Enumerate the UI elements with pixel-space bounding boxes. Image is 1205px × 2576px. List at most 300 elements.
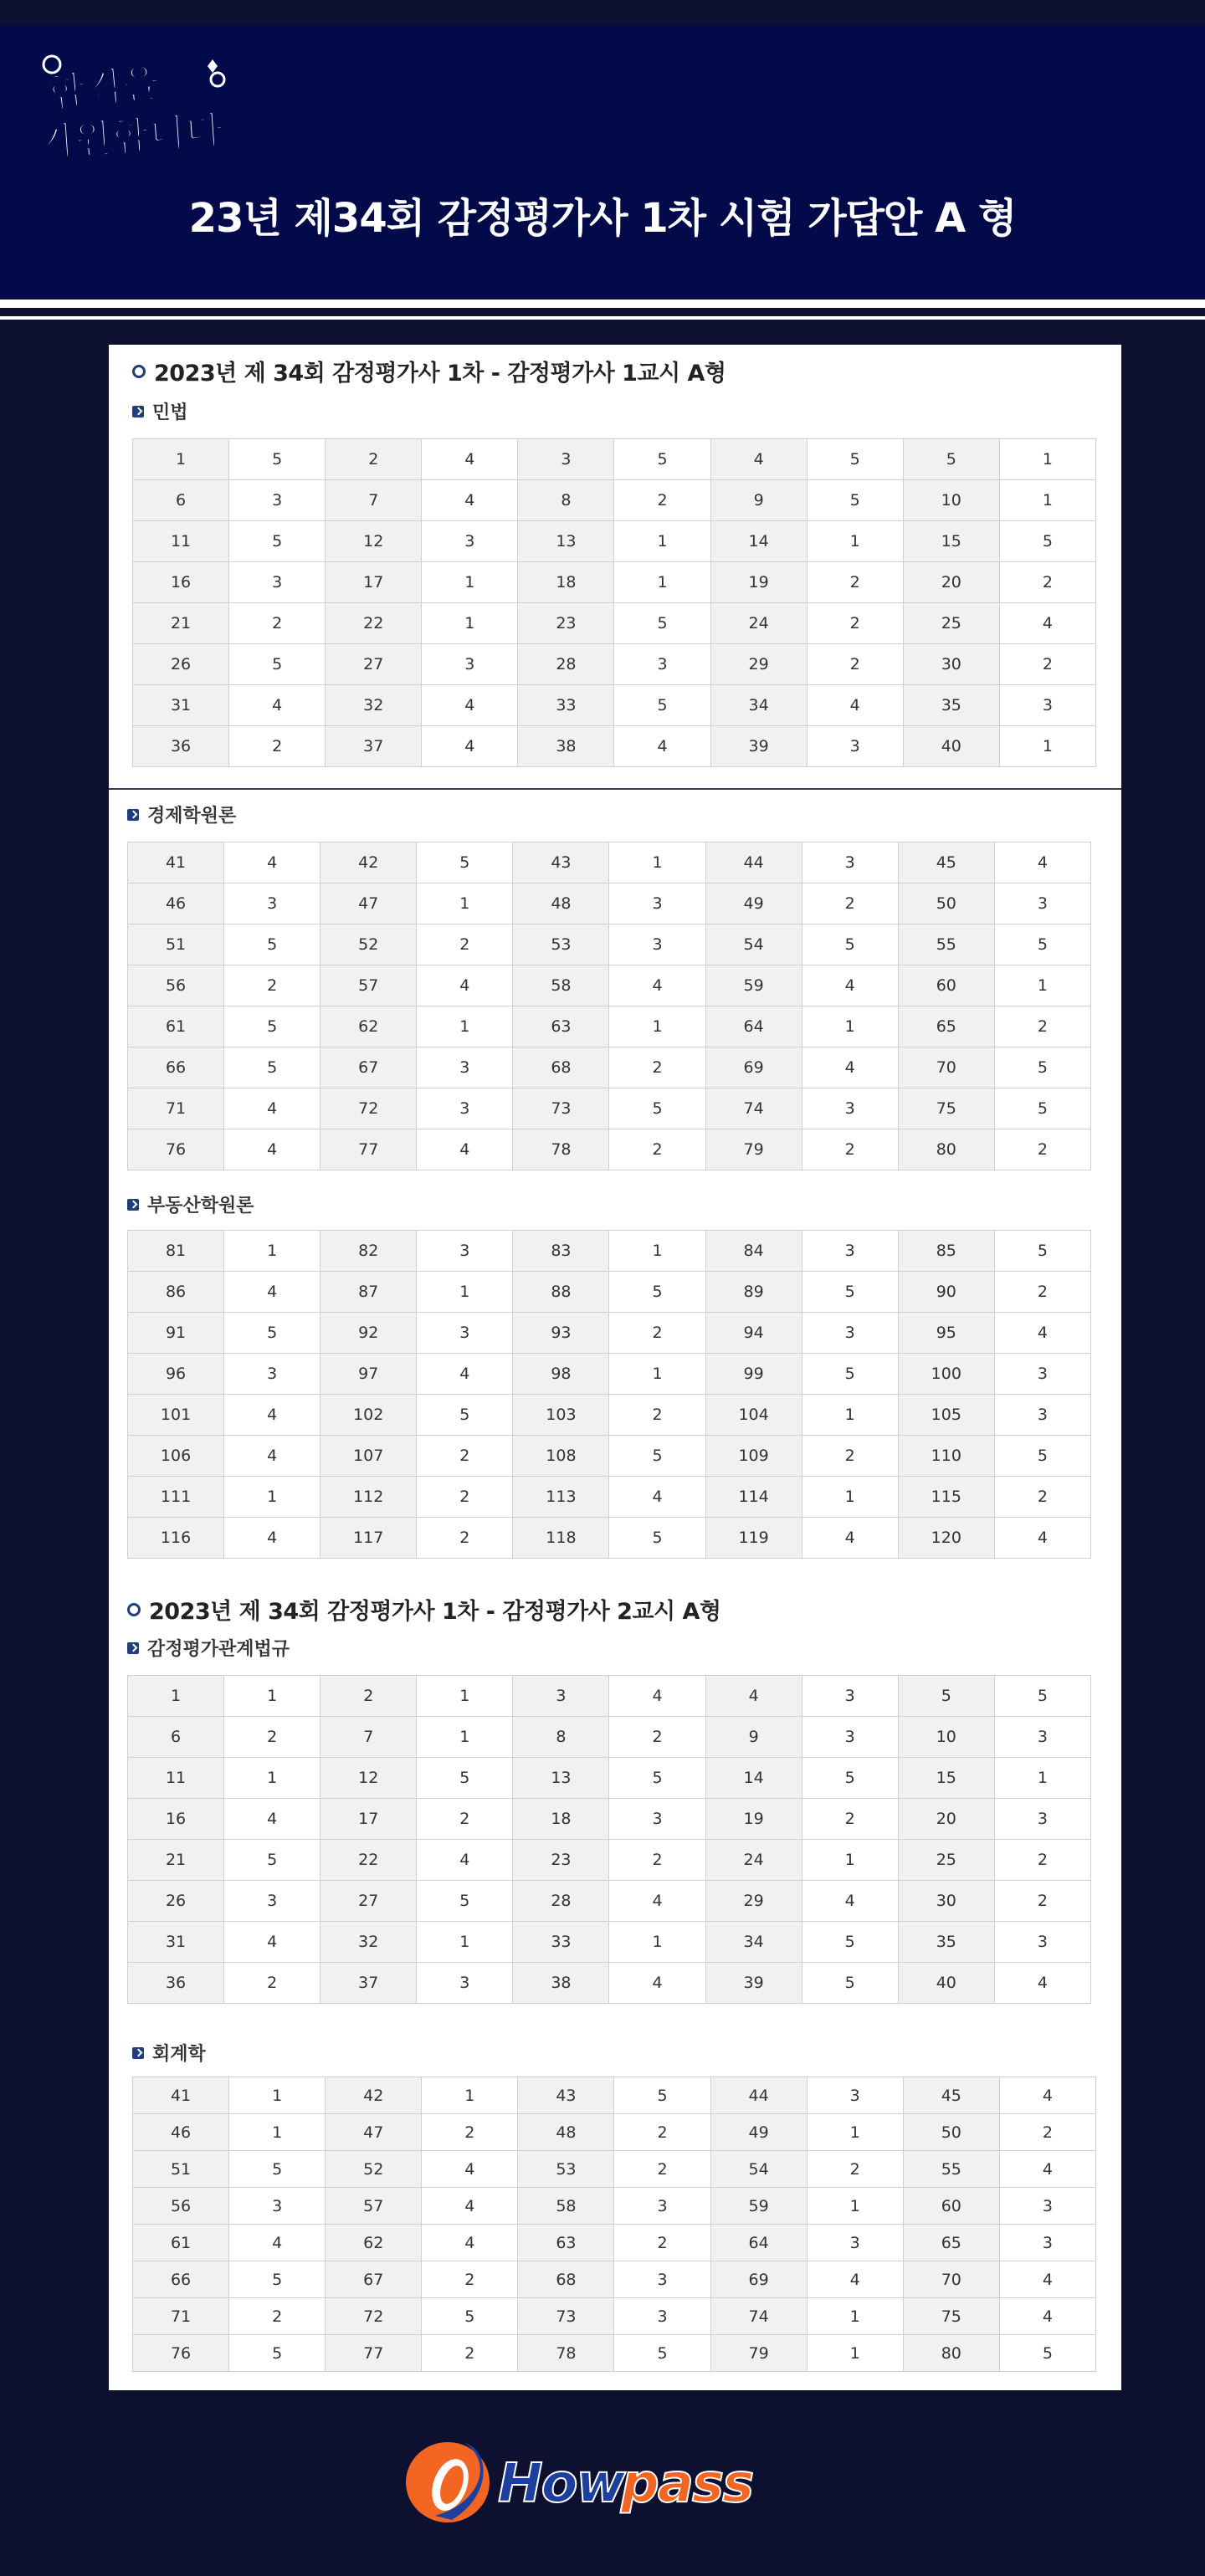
answer-value: 4 <box>609 1881 705 1922</box>
question-number: 34 <box>705 1922 802 1963</box>
answer-table-accounting <box>132 2077 1096 2372</box>
answer-row <box>133 2335 1096 2372</box>
answer-value: 4 <box>417 1129 513 1170</box>
answer-value: 5 <box>614 685 710 726</box>
question-number: 33 <box>513 1922 609 1963</box>
answer-value: 3 <box>807 2077 903 2114</box>
question-number: 98 <box>513 1354 609 1395</box>
answer-value: 4 <box>224 842 320 883</box>
question-number: 71 <box>128 1088 224 1129</box>
question-number: 36 <box>128 1963 224 2004</box>
answer-value: 5 <box>614 439 710 480</box>
answer-value: 4 <box>994 1518 1090 1559</box>
question-number: 78 <box>518 2335 614 2372</box>
answer-row <box>133 685 1096 726</box>
answer-value: 5 <box>994 1231 1090 1272</box>
answer-value: 5 <box>807 480 903 521</box>
answer-value: 4 <box>609 1676 705 1717</box>
question-number: 60 <box>898 965 994 1006</box>
answer-value: 4 <box>999 2298 1095 2335</box>
answer-row <box>128 1047 1091 1088</box>
answer-value: 2 <box>802 1799 898 1840</box>
answer-value: 5 <box>802 1963 898 2004</box>
answer-row <box>128 1129 1091 1170</box>
question-number: 31 <box>133 685 229 726</box>
question-number: 42 <box>320 842 417 883</box>
answer-row <box>128 1799 1091 1840</box>
question-number: 36 <box>133 726 229 767</box>
answer-value: 1 <box>999 439 1095 480</box>
answer-row <box>133 2077 1096 2114</box>
answer-value: 1 <box>802 1006 898 1047</box>
answer-value: 5 <box>609 1088 705 1129</box>
question-number: 48 <box>513 883 609 924</box>
answer-row <box>128 1477 1091 1518</box>
arrow-bullet-icon <box>127 809 139 821</box>
question-number: 9 <box>705 1717 802 1758</box>
answer-value: 5 <box>802 924 898 965</box>
answer-value: 2 <box>802 1436 898 1477</box>
answer-value: 3 <box>229 562 326 603</box>
answer-value: 5 <box>802 1354 898 1395</box>
answer-value: 4 <box>417 1840 513 1881</box>
question-number: 7 <box>320 1717 417 1758</box>
question-number: 35 <box>898 1922 994 1963</box>
answer-value: 4 <box>422 480 518 521</box>
question-number: 80 <box>903 2335 999 2372</box>
question-number: 15 <box>898 1758 994 1799</box>
answer-row <box>133 726 1096 767</box>
question-number: 102 <box>320 1395 417 1436</box>
congrats-logo <box>33 46 234 163</box>
answer-value: 3 <box>802 842 898 883</box>
answer-value: 1 <box>807 2114 903 2151</box>
question-number: 44 <box>705 842 802 883</box>
answer-value: 5 <box>224 1047 320 1088</box>
answer-value: 3 <box>802 1313 898 1354</box>
answer-value: 1 <box>417 883 513 924</box>
answer-value: 2 <box>807 644 903 685</box>
question-number: 27 <box>326 644 422 685</box>
question-number: 32 <box>320 1922 417 1963</box>
question-number: 51 <box>128 924 224 965</box>
answer-row <box>128 1676 1091 1717</box>
question-number: 9 <box>710 480 807 521</box>
answer-value: 5 <box>614 2077 710 2114</box>
question-number: 31 <box>128 1922 224 1963</box>
section-divider <box>109 788 1121 790</box>
question-number: 109 <box>705 1436 802 1477</box>
answer-row <box>128 1354 1091 1395</box>
question-number: 61 <box>133 2225 229 2261</box>
answer-value: 4 <box>224 1518 320 1559</box>
answer-value: 1 <box>417 1717 513 1758</box>
answer-value: 4 <box>224 1395 320 1436</box>
answer-value: 3 <box>999 2188 1095 2225</box>
question-number: 103 <box>513 1395 609 1436</box>
svg-text:pass: pass <box>621 2453 753 2515</box>
answer-row <box>128 842 1091 883</box>
answer-value: 2 <box>614 2114 710 2151</box>
question-number: 76 <box>133 2335 229 2372</box>
subject-title-economics: 경제학원론 <box>127 801 236 827</box>
answer-value: 3 <box>224 1354 320 1395</box>
answer-value: 3 <box>417 1047 513 1088</box>
question-number: 89 <box>705 1272 802 1313</box>
answer-value: 2 <box>417 1477 513 1518</box>
answer-row <box>128 883 1091 924</box>
answer-value: 5 <box>417 1395 513 1436</box>
answer-value: 1 <box>224 1231 320 1272</box>
question-number: 88 <box>513 1272 609 1313</box>
question-number: 75 <box>903 2298 999 2335</box>
answer-value: 2 <box>224 965 320 1006</box>
question-number: 19 <box>705 1799 802 1840</box>
answer-value: 3 <box>224 1881 320 1922</box>
answer-value: 5 <box>229 2151 326 2188</box>
question-number: 39 <box>705 1963 802 2004</box>
question-number: 66 <box>128 1047 224 1088</box>
answer-value: 5 <box>994 924 1090 965</box>
answer-value: 2 <box>609 1717 705 1758</box>
question-number: 74 <box>710 2298 807 2335</box>
answer-value: 5 <box>224 924 320 965</box>
question-number: 78 <box>513 1129 609 1170</box>
answer-row <box>128 1313 1091 1354</box>
answer-value: 3 <box>999 2225 1095 2261</box>
answer-value: 3 <box>229 2188 326 2225</box>
question-number: 8 <box>513 1717 609 1758</box>
circle-bullet-icon <box>127 1603 141 1616</box>
answer-value: 1 <box>807 2188 903 2225</box>
answer-value: 1 <box>614 562 710 603</box>
subject-title-accounting: 회계학 <box>132 2040 206 2066</box>
question-number: 34 <box>710 685 807 726</box>
question-number: 14 <box>710 521 807 562</box>
answer-value: 2 <box>609 1129 705 1170</box>
answer-row <box>133 644 1096 685</box>
question-number: 74 <box>705 1088 802 1129</box>
answer-value: 2 <box>422 2114 518 2151</box>
question-number: 22 <box>326 603 422 644</box>
answer-value: 3 <box>802 1676 898 1717</box>
answer-value: 2 <box>224 1717 320 1758</box>
question-number: 46 <box>133 2114 229 2151</box>
answer-row <box>133 2261 1096 2298</box>
question-number: 16 <box>133 562 229 603</box>
answer-value: 4 <box>609 1963 705 2004</box>
question-number: 65 <box>898 1006 994 1047</box>
answer-value: 1 <box>422 603 518 644</box>
answer-value: 2 <box>999 2114 1095 2151</box>
question-number: 40 <box>898 1963 994 2004</box>
question-number: 112 <box>320 1477 417 1518</box>
answer-value: 2 <box>807 562 903 603</box>
question-number: 67 <box>320 1047 417 1088</box>
question-number: 55 <box>903 2151 999 2188</box>
svg-text:기원합니다: 기원합니다 <box>35 107 224 163</box>
question-number: 47 <box>320 883 417 924</box>
answer-value: 5 <box>614 603 710 644</box>
answer-value: 1 <box>229 2114 326 2151</box>
header-divider <box>0 300 1205 308</box>
question-number: 70 <box>903 2261 999 2298</box>
answer-value: 2 <box>999 644 1095 685</box>
question-number: 104 <box>705 1395 802 1436</box>
answer-value: 1 <box>609 1922 705 1963</box>
question-number: 83 <box>513 1231 609 1272</box>
answer-value: 4 <box>802 1881 898 1922</box>
svg-text:합격을: 합격을 <box>45 59 162 116</box>
answer-value: 3 <box>999 685 1095 726</box>
question-number: 24 <box>710 603 807 644</box>
answer-value: 2 <box>614 480 710 521</box>
answer-row <box>128 1518 1091 1559</box>
answer-value: 3 <box>614 2298 710 2335</box>
question-number: 63 <box>513 1006 609 1047</box>
question-number: 43 <box>518 2077 614 2114</box>
question-number: 33 <box>518 685 614 726</box>
answer-table-economics <box>127 842 1091 1170</box>
answer-value: 5 <box>229 521 326 562</box>
answer-value: 5 <box>224 1006 320 1047</box>
question-number: 81 <box>128 1231 224 1272</box>
question-number: 55 <box>898 924 994 965</box>
answer-value: 1 <box>224 1477 320 1518</box>
answer-value: 4 <box>422 685 518 726</box>
question-number: 24 <box>705 1840 802 1881</box>
answer-value: 1 <box>614 521 710 562</box>
question-number: 18 <box>518 562 614 603</box>
question-number: 73 <box>518 2298 614 2335</box>
question-number: 39 <box>710 726 807 767</box>
answer-row <box>133 521 1096 562</box>
answer-value: 4 <box>807 685 903 726</box>
question-number: 66 <box>133 2261 229 2298</box>
subject-title-civil-law: 민법 <box>132 398 188 424</box>
answer-value: 4 <box>224 1088 320 1129</box>
question-number: 114 <box>705 1477 802 1518</box>
question-number: 111 <box>128 1477 224 1518</box>
question-number: 62 <box>326 2225 422 2261</box>
answer-value: 1 <box>417 1006 513 1047</box>
answer-value: 1 <box>609 1006 705 1047</box>
question-number: 1 <box>128 1676 224 1717</box>
question-number: 30 <box>898 1881 994 1922</box>
answer-value: 3 <box>614 644 710 685</box>
answer-value: 3 <box>614 2188 710 2225</box>
answer-table-civil-law <box>132 438 1096 767</box>
question-number: 37 <box>326 726 422 767</box>
answer-value: 4 <box>422 2151 518 2188</box>
question-number: 17 <box>326 562 422 603</box>
question-number: 47 <box>326 2114 422 2151</box>
question-number: 110 <box>898 1436 994 1477</box>
answer-value: 3 <box>994 1395 1090 1436</box>
answer-value: 5 <box>994 1047 1090 1088</box>
question-number: 56 <box>128 965 224 1006</box>
answer-value: 4 <box>422 726 518 767</box>
question-number: 72 <box>326 2298 422 2335</box>
question-number: 28 <box>513 1881 609 1922</box>
question-number: 44 <box>710 2077 807 2114</box>
arrow-bullet-icon <box>132 2047 144 2059</box>
question-number: 52 <box>326 2151 422 2188</box>
answer-value: 5 <box>229 439 326 480</box>
question-number: 17 <box>320 1799 417 1840</box>
answer-value: 3 <box>229 480 326 521</box>
answer-row <box>128 1272 1091 1313</box>
answer-value: 5 <box>229 2261 326 2298</box>
question-number: 70 <box>898 1047 994 1088</box>
question-number: 26 <box>133 644 229 685</box>
question-number: 79 <box>710 2335 807 2372</box>
question-number: 50 <box>903 2114 999 2151</box>
answer-row <box>133 603 1096 644</box>
question-number: 48 <box>518 2114 614 2151</box>
question-number: 80 <box>898 1129 994 1170</box>
answer-value: 1 <box>609 1231 705 1272</box>
question-number: 28 <box>518 644 614 685</box>
answer-value: 3 <box>807 726 903 767</box>
question-number: 54 <box>710 2151 807 2188</box>
answer-value: 4 <box>994 1963 1090 2004</box>
answer-value: 5 <box>802 1758 898 1799</box>
answer-row <box>133 439 1096 480</box>
question-number: 6 <box>133 480 229 521</box>
question-number: 12 <box>320 1758 417 1799</box>
answer-value: 2 <box>614 2225 710 2261</box>
question-number: 38 <box>518 726 614 767</box>
answer-value: 2 <box>802 883 898 924</box>
question-number: 71 <box>133 2298 229 2335</box>
answer-value: 4 <box>224 1922 320 1963</box>
answer-value: 2 <box>807 2151 903 2188</box>
answer-value: 5 <box>802 1272 898 1313</box>
answer-row <box>128 1006 1091 1047</box>
question-number: 10 <box>898 1717 994 1758</box>
question-number: 82 <box>320 1231 417 1272</box>
answer-row <box>128 1881 1091 1922</box>
answer-value: 3 <box>422 644 518 685</box>
answer-value: 5 <box>422 2298 518 2335</box>
question-number: 51 <box>133 2151 229 2188</box>
question-number: 87 <box>320 1272 417 1313</box>
answer-value: 5 <box>614 2335 710 2372</box>
arrow-bullet-icon <box>127 1642 139 1654</box>
arrow-bullet-icon <box>132 406 144 417</box>
answer-value: 1 <box>422 2077 518 2114</box>
answer-value: 2 <box>417 924 513 965</box>
answer-value: 1 <box>807 521 903 562</box>
question-number: 68 <box>513 1047 609 1088</box>
page-title: 23년 제34회 감정평가사 1차 시험 가답안 A 형 <box>188 195 1017 242</box>
question-number: 3 <box>518 439 614 480</box>
question-number: 59 <box>710 2188 807 2225</box>
question-number: 11 <box>133 521 229 562</box>
answer-value: 1 <box>994 965 1090 1006</box>
howpass-logo <box>402 2436 820 2528</box>
answer-value: 4 <box>999 2151 1095 2188</box>
question-number: 57 <box>320 965 417 1006</box>
answer-row <box>128 1436 1091 1477</box>
question-number: 117 <box>320 1518 417 1559</box>
answer-value: 4 <box>224 1436 320 1477</box>
answer-value: 2 <box>609 1313 705 1354</box>
answer-value: 5 <box>999 521 1095 562</box>
answer-value: 1 <box>417 1272 513 1313</box>
answer-value: 5 <box>417 842 513 883</box>
question-number: 118 <box>513 1518 609 1559</box>
question-number: 13 <box>513 1758 609 1799</box>
answer-value: 2 <box>417 1799 513 1840</box>
answer-value: 5 <box>609 1518 705 1559</box>
exam-title-1: 2023년 제 34회 감정평가사 1차 - 감정평가사 1교시 A형 <box>132 355 726 387</box>
answer-value: 1 <box>417 1676 513 1717</box>
header-divider-thin <box>0 316 1205 320</box>
answer-value: 3 <box>609 1799 705 1840</box>
answer-value: 2 <box>609 1395 705 1436</box>
question-number: 64 <box>705 1006 802 1047</box>
question-number: 25 <box>903 603 999 644</box>
answer-value: 2 <box>999 562 1095 603</box>
question-number: 53 <box>518 2151 614 2188</box>
answer-value: 2 <box>229 726 326 767</box>
answer-row <box>133 480 1096 521</box>
question-number: 84 <box>705 1231 802 1272</box>
question-number: 72 <box>320 1088 417 1129</box>
question-number: 2 <box>320 1676 417 1717</box>
question-number: 108 <box>513 1436 609 1477</box>
question-number: 14 <box>705 1758 802 1799</box>
answer-value: 3 <box>802 1088 898 1129</box>
arrow-bullet-icon <box>127 1199 139 1211</box>
question-number: 4 <box>710 439 807 480</box>
question-number: 37 <box>320 1963 417 2004</box>
answer-row <box>128 1840 1091 1881</box>
question-number: 8 <box>518 480 614 521</box>
answer-value: 4 <box>609 965 705 1006</box>
question-number: 69 <box>710 2261 807 2298</box>
answer-value: 4 <box>229 685 326 726</box>
answer-value: 3 <box>609 924 705 965</box>
question-number: 116 <box>128 1518 224 1559</box>
answer-value: 4 <box>802 1518 898 1559</box>
question-number: 6 <box>128 1717 224 1758</box>
answer-value: 5 <box>609 1272 705 1313</box>
question-number: 19 <box>710 562 807 603</box>
answer-value: 5 <box>802 1922 898 1963</box>
answer-value: 4 <box>422 2188 518 2225</box>
question-number: 113 <box>513 1477 609 1518</box>
answer-value: 5 <box>609 1758 705 1799</box>
answer-value: 4 <box>422 2225 518 2261</box>
question-number: 73 <box>513 1088 609 1129</box>
answer-value: 2 <box>994 1477 1090 1518</box>
answer-value: 2 <box>417 1436 513 1477</box>
question-number: 76 <box>128 1129 224 1170</box>
question-number: 106 <box>128 1436 224 1477</box>
subject-title-appraisal-law: 감정평가관계법규 <box>127 1635 290 1661</box>
question-number: 94 <box>705 1313 802 1354</box>
question-number: 45 <box>898 842 994 883</box>
answer-row <box>133 2114 1096 2151</box>
question-number: 5 <box>898 1676 994 1717</box>
answer-value: 5 <box>417 1758 513 1799</box>
question-number: 59 <box>705 965 802 1006</box>
question-number: 93 <box>513 1313 609 1354</box>
answer-value: 3 <box>994 1922 1090 1963</box>
